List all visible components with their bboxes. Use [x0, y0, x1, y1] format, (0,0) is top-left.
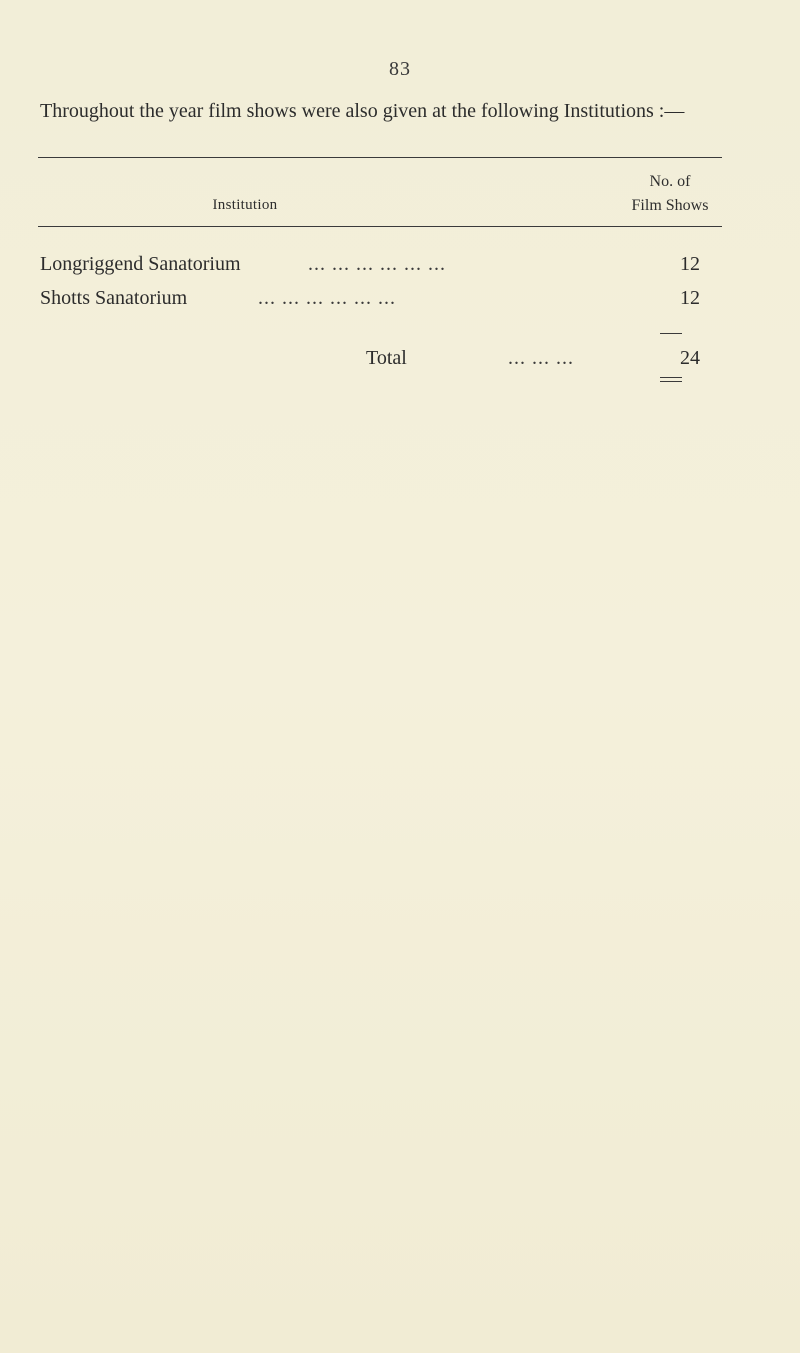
row-institution-name: Shotts Sanatorium — [40, 287, 188, 309]
intro-paragraph: Throughout the year film shows were also given at the following Institutions :— — [40, 100, 685, 122]
header-count-line1: No. of — [649, 173, 691, 190]
row-dot-leader: ... ... ... ... ... ... — [308, 253, 446, 275]
total-label: Total — [366, 347, 407, 369]
row-film-show-count: 12 — [680, 287, 700, 309]
table-row — [40, 283, 700, 313]
table-top-rule — [38, 157, 722, 158]
sum-rule — [660, 333, 682, 334]
total-double-rule — [660, 377, 682, 382]
header-count-line2: Film Shows — [631, 197, 709, 214]
row-institution-name: Longriggend Sanatorium — [40, 253, 241, 275]
total-dot-leader: ... ... ... — [508, 347, 574, 369]
table-header-rule — [38, 226, 722, 227]
table-total-row — [40, 343, 700, 373]
page-number: 83 — [389, 58, 411, 80]
row-dot-leader: ... ... ... ... ... ... — [258, 287, 396, 309]
total-film-show-count: 24 — [680, 347, 700, 369]
row-film-show-count: 12 — [680, 253, 700, 275]
table-row — [40, 249, 700, 279]
header-institution: Institution — [212, 197, 278, 213]
